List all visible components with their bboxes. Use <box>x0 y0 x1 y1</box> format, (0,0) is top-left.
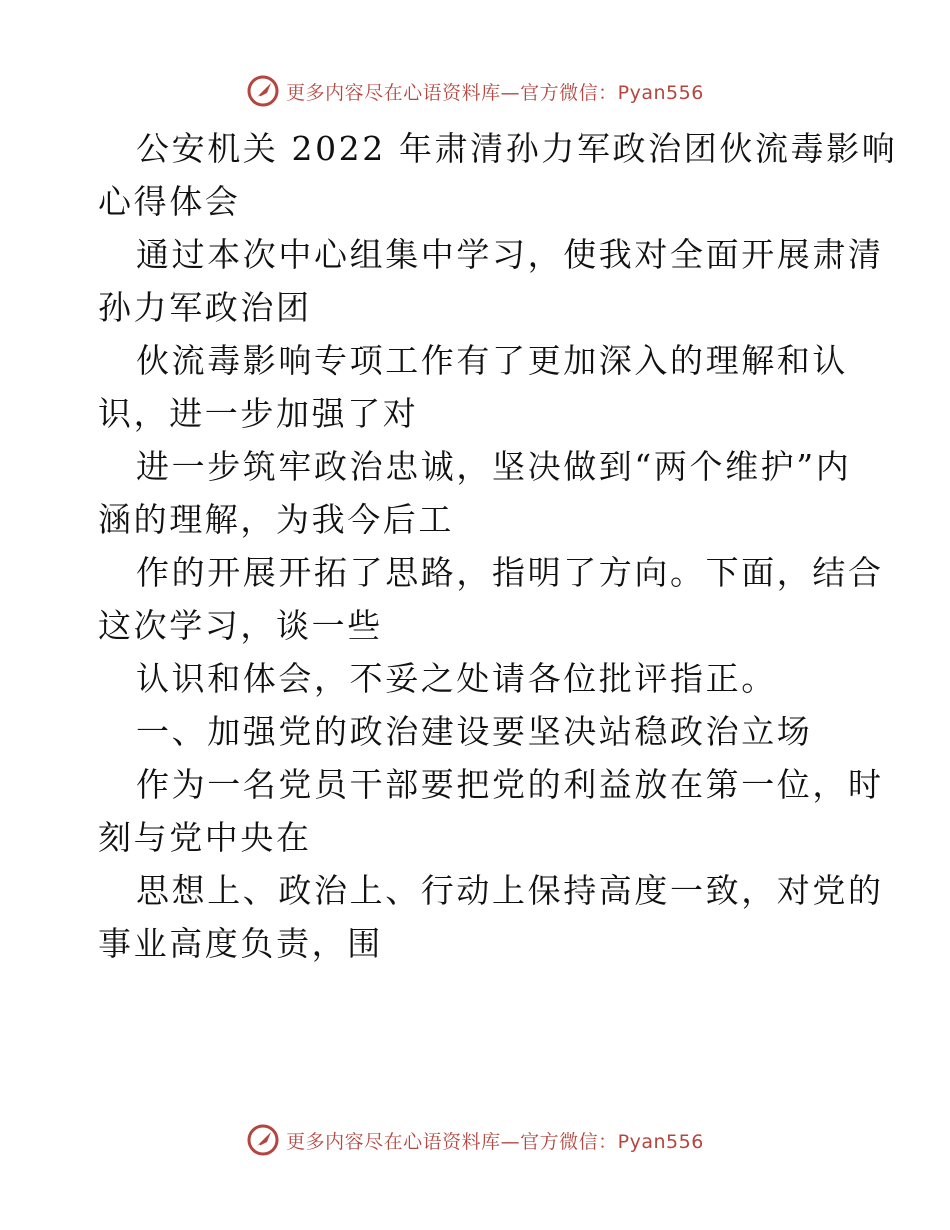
watermark-text: 更多内容尽在心语资料库—官方微信：Pyan556 <box>286 1130 704 1153</box>
text-line: 伙流毒影响专项工作有了更加深入的理解和认 <box>136 341 848 380</box>
watermark-text: 更多内容尽在心语资料库—官方微信：Pyan556 <box>286 81 704 104</box>
text-line: 作的开展开拓了思路，指明了方向。下面，结合 <box>136 553 884 592</box>
header-watermark <box>0 71 950 111</box>
text-line: 通过本次中心组集中学习，使我对全面开展肃清 <box>136 235 884 274</box>
text-line: 进一步筑牢政治忠诚，坚决做到“两个维护”内 <box>136 447 852 486</box>
text-line: 这次学习，谈一些 <box>98 606 383 645</box>
feather-pen-logo-icon <box>246 74 280 108</box>
text-line: 孙力军政治团 <box>98 288 312 327</box>
footer-watermark <box>0 1120 950 1160</box>
text-line: 一、加强党的政治建设要坚决站稳政治立场 <box>136 712 813 751</box>
text-line: 事业高度负责，围 <box>98 924 383 963</box>
text-line: 认识和体会，不妥之处请各位批评指正。 <box>136 659 777 698</box>
text-line: 刻与党中央在 <box>98 818 312 857</box>
text-line: 思想上、政治上、行动上保持高度一致，对党的 <box>136 871 884 910</box>
text-line: 心得体会 <box>98 182 241 221</box>
feather-pen-logo-icon <box>246 1123 280 1157</box>
text-line: 作为一名党员干部要把党的利益放在第一位，时 <box>136 765 884 804</box>
text-line: 公安机关 2022 年肃清孙力军政治团伙流毒影响 <box>136 129 898 168</box>
document-body <box>98 122 898 970</box>
text-line: 涵的理解，为我今后工 <box>98 500 454 539</box>
text-line: 识，进一步加强了对 <box>98 394 419 433</box>
